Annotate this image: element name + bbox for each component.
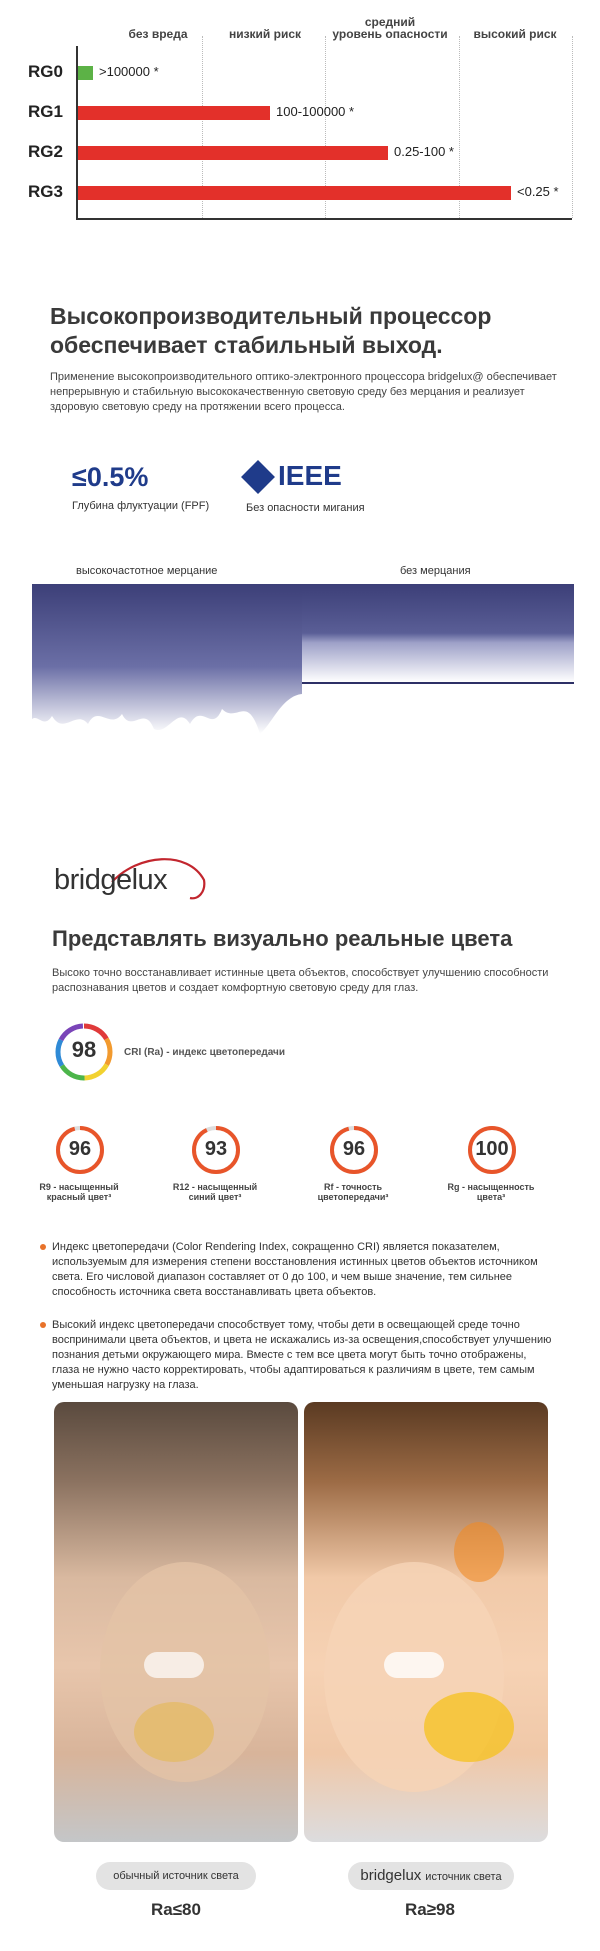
risk-row-label-rg0: RG0 bbox=[28, 62, 63, 81]
metric-label-rf-line2: цветопередачи³ bbox=[317, 1192, 389, 1202]
bullet-dot-icon bbox=[40, 1244, 46, 1250]
risk-header-high: высокий риск bbox=[473, 27, 557, 41]
risk-row-label-rg2: RG2 bbox=[28, 142, 63, 161]
metric-ring-rg bbox=[466, 1124, 518, 1176]
risk-row-label-rg3: RG3 bbox=[28, 182, 63, 201]
flicker-wave-left bbox=[32, 584, 302, 734]
metric-label-r9 bbox=[24, 1182, 134, 1202]
risk-gridline bbox=[572, 36, 573, 218]
metric-label-r12-line2: синий цвет³ bbox=[188, 1192, 242, 1202]
metric-label-r12-line1: R12 - насыщенный bbox=[172, 1182, 258, 1192]
bridgelux-source-text: источник света bbox=[425, 1871, 502, 1883]
risk-header-medium bbox=[320, 16, 460, 40]
risk-value-rg2: 0.25-100 * bbox=[394, 144, 454, 159]
child-eye-right bbox=[384, 1652, 444, 1678]
cri-bullet-definition-text: Индекс цветопередачи (Color Rendering Index, сокращенно CRI) является показателем, используемым для измерения степени восстановления истинных цветов объектов источником света. Его числовой диапазон составляет от 0 до 100, и чем выше значение, тем сильнее способность источника света восстанавливать цвета объектов. bbox=[52, 1241, 538, 1298]
bridgelux-logo-text: bridgelux bbox=[54, 864, 168, 896]
metric-value-rg: 100 bbox=[475, 1138, 509, 1160]
flicker-left-label: высокочастотное мерцание bbox=[76, 565, 218, 577]
flicker-wave-right bbox=[302, 584, 574, 682]
processor-title-line2: обеспечивает стабильный выход. bbox=[50, 332, 443, 358]
cri-bullet-definition bbox=[40, 1240, 560, 1304]
fpf-value: ≤0.5% bbox=[72, 462, 149, 492]
regular-source-label: обычный источник света bbox=[96, 1862, 256, 1890]
risk-bar-rg1 bbox=[78, 106, 270, 120]
fpf-label: Глубина флуктуации (FPF) bbox=[72, 500, 210, 512]
processor-title-line1: Высокопроизводительный процессор bbox=[50, 303, 492, 329]
colors-description: Высоко точно восстанавливает истинные цвета объектов, способствует улучшению способности распознавания цветов и создает комфортную световую среду для глаз. bbox=[52, 967, 549, 994]
risk-header-medium-line1: средний bbox=[364, 15, 416, 29]
child-photo-bridgelux-light bbox=[304, 1402, 548, 1842]
metric-ring-r12 bbox=[190, 1124, 242, 1176]
flicker-flat-line bbox=[302, 682, 574, 684]
risk-value-rg0: >100000 * bbox=[99, 64, 159, 79]
risk-x-axis bbox=[76, 218, 572, 220]
bridgelux-source-label bbox=[348, 1862, 514, 1890]
ieee-diamond-icon bbox=[241, 460, 275, 494]
bullet-dot-icon bbox=[40, 1322, 46, 1328]
metric-label-r9-line2: красный цвет³ bbox=[46, 1192, 112, 1202]
ieee-logo bbox=[246, 462, 366, 494]
bridgelux-logo bbox=[54, 844, 214, 904]
cri-main-label: CRI (Ra) - индекс цветопередачи bbox=[124, 1047, 285, 1058]
risk-bar-rg2 bbox=[78, 146, 388, 160]
cri-bullet-children-text: Высокий индекс цветопередачи способствует тому, чтобы дети в освещающей среде точно воспринимали цвета объектов, и цвета не искажались из-за освещения,способствует улучшению познания детьми окружающего мира. Вместе с тем все цвета могут быть точно отображены, глаза не нужно часто корректировать, чтобы адаптироваться к различиям в цвете, тем самым уменьшая нагрузку на глаза. bbox=[52, 1319, 552, 1391]
face-paint-yellow-right bbox=[424, 1692, 514, 1762]
cri-main-badge bbox=[54, 1022, 114, 1082]
cri-main-value: 98 bbox=[71, 1037, 97, 1062]
bridgelux-source-brand: bridgelux bbox=[360, 1867, 422, 1884]
risk-value-rg3: <0.25 * bbox=[517, 184, 559, 199]
risk-bar-rg3 bbox=[78, 186, 511, 200]
metric-ring-rf bbox=[328, 1124, 380, 1176]
flicker-right-label: без мерцания bbox=[400, 565, 471, 577]
metric-value-r9: 96 bbox=[68, 1138, 92, 1160]
processor-title bbox=[50, 302, 570, 360]
metric-label-rf-line1: Rf - точность bbox=[323, 1182, 383, 1192]
colors-title: Представлять визуально реальные цвета bbox=[52, 926, 513, 951]
risk-row-label-rg1: RG1 bbox=[28, 102, 63, 121]
flicker-waveform bbox=[32, 584, 574, 744]
risk-header-low: низкий риск bbox=[228, 27, 302, 41]
metric-value-r12: 93 bbox=[204, 1138, 228, 1160]
risk-header-harmless: без вреда bbox=[128, 27, 188, 41]
cri-bullet-children bbox=[40, 1318, 560, 1398]
metric-label-rg bbox=[436, 1182, 546, 1202]
metric-value-rf: 96 bbox=[342, 1138, 366, 1160]
metric-ring-r9 bbox=[54, 1124, 106, 1176]
metric-label-r9-line1: R9 - насыщенный bbox=[39, 1182, 119, 1192]
bridgelux-ra-value: Ra≥98 bbox=[405, 1900, 455, 1919]
ieee-logo-text: IEEE bbox=[278, 460, 342, 491]
metric-label-rg-line2: цвета³ bbox=[476, 1192, 506, 1202]
regular-ra-value: Ra≤80 bbox=[151, 1900, 201, 1919]
metric-label-rf bbox=[298, 1182, 408, 1202]
risk-bar-rg0 bbox=[78, 66, 93, 80]
face-paint-orange-right bbox=[454, 1522, 504, 1582]
child-photo-regular-light bbox=[54, 1402, 298, 1842]
ieee-label: Без опасности мигания bbox=[246, 502, 365, 514]
risk-value-rg1: 100-100000 * bbox=[276, 104, 355, 119]
face-paint-yellow-left bbox=[134, 1702, 214, 1762]
child-eye-left bbox=[144, 1652, 204, 1678]
metric-label-r12 bbox=[160, 1182, 270, 1202]
risk-group-chart bbox=[0, 0, 600, 240]
metric-label-rg-line1: Rg - насыщенность bbox=[447, 1182, 535, 1192]
risk-header-medium-line2: уровень опасности bbox=[332, 27, 448, 41]
processor-description: Применение высокопроизводительного оптико-электронного процессора bridgelux@ обеспечивает непрерывную и стабильную высококачественную световую среду без мерцания и реализует здоровую световую среду на протяжении всего процесса. bbox=[50, 371, 557, 413]
